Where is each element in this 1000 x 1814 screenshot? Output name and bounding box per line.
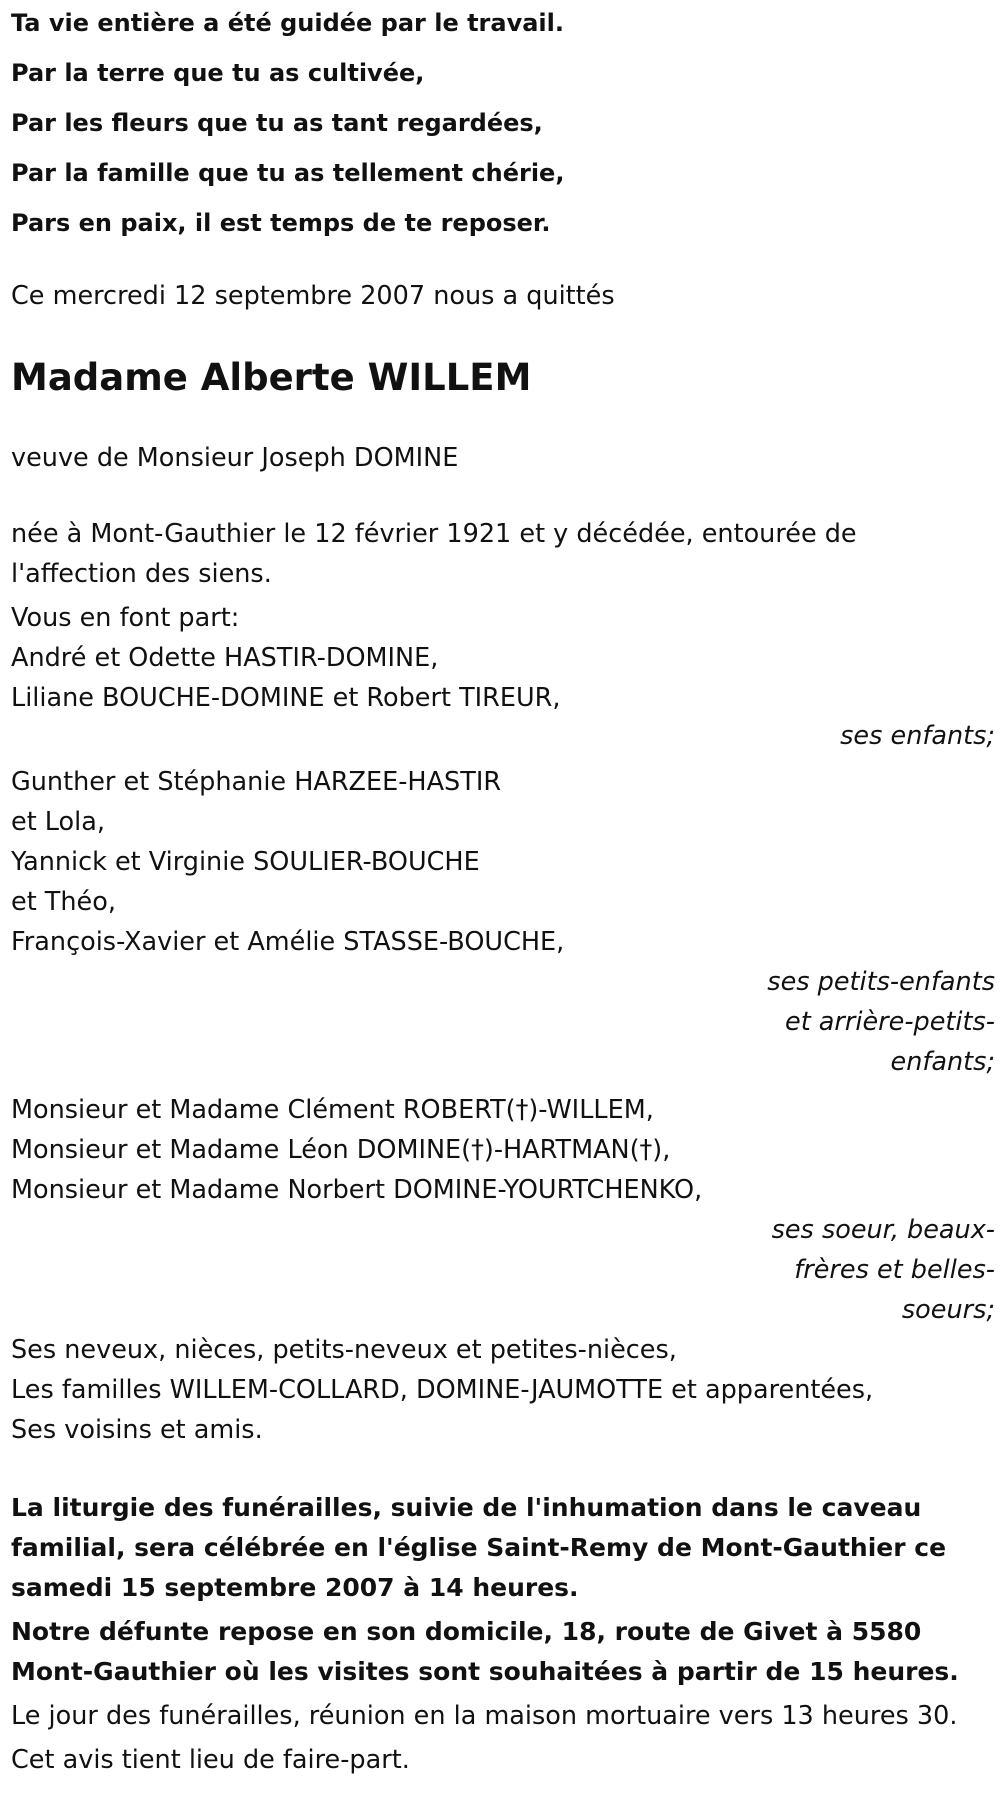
family-line: Liliane BOUCHE-DOMINE et Robert TIREUR,	[11, 683, 561, 713]
poem-line: Ta vie entière a été guidée par le travail.	[11, 9, 564, 37]
widow-of: veuve de Monsieur Joseph DOMINE	[11, 443, 459, 473]
siblings-block	[11, 1090, 995, 1330]
family-line: François-Xavier et Amélie STASSE-BOUCHE,	[11, 927, 565, 957]
family-line: Gunther et Stéphanie HARZEE-HASTIR	[11, 767, 502, 797]
grandchildren-role: ses petits-enfants et arrière-petits-enfants;	[767, 967, 995, 1077]
poem	[11, 0, 989, 238]
others-block	[11, 1330, 989, 1450]
family-line: et Théo,	[11, 887, 116, 917]
family-line: Ses neveux, nièces, petits-neveux et petites-nièces,	[11, 1335, 677, 1365]
siblings-role: ses soeur, beaux-frères et belles-soeurs;	[771, 1215, 995, 1325]
family-line: Les familles WILLEM-COLLARD, DOMINE-JAUMOTTE et apparentées,	[11, 1375, 874, 1405]
poem-line: Par la famille que tu as tellement chérie,	[11, 159, 565, 187]
family-line: Monsieur et Madame Norbert DOMINE-YOURTCHENKO,	[11, 1175, 703, 1205]
poem-line: Par la terre que tu as cultivée,	[11, 59, 425, 87]
funeral-details: La liturgie des funérailles, suivie de l'inhumation dans le caveau familial, sera célébrée en l'église Saint-Remy de Mont-Gauthier ce samedi 15 septembre 2007 à 14 heures.	[11, 1493, 947, 1602]
repose-details: Notre défunte repose en son domicile, 18, route de Givet à 5580 Mont-Gauthier où les visites sont souhaitées à partir de 15 heures.	[11, 1617, 959, 1686]
poem-line: Pars en paix, il est temps de te reposer.	[11, 209, 551, 237]
meeting-details: Le jour des funérailles, réunion en la maison mortuaire vers 13 heures 30.	[11, 1701, 958, 1731]
deceased-name: Madame Alberte WILLEM	[11, 356, 532, 399]
family-line: Yannick et Virginie SOULIER-BOUCHE	[11, 847, 480, 877]
family-line: et Lola,	[11, 807, 105, 837]
children-block	[11, 638, 995, 756]
grandchildren-block	[11, 762, 995, 1082]
intro-line: Vous en font part:	[11, 603, 240, 633]
closing-line: Cet avis tient lieu de faire-part.	[11, 1745, 410, 1775]
family-line: Monsieur et Madame Clément ROBERT(†)-WILLEM,	[11, 1095, 654, 1125]
poem-line: Par les fleurs que tu as tant regardées,	[11, 109, 543, 137]
family-line: Ses voisins et amis.	[11, 1415, 263, 1445]
family-line: André et Odette HASTIR-DOMINE,	[11, 643, 439, 673]
birth-info: née à Mont-Gauthier le 12 février 1921 et y décédée, entourée de l'affection des siens.	[11, 519, 857, 589]
children-role: ses enfants;	[840, 721, 995, 751]
family-line: Monsieur et Madame Léon DOMINE(†)-HARTMAN(†),	[11, 1135, 671, 1165]
announcement: Ce mercredi 12 septembre 2007 nous a quittés	[11, 281, 615, 311]
